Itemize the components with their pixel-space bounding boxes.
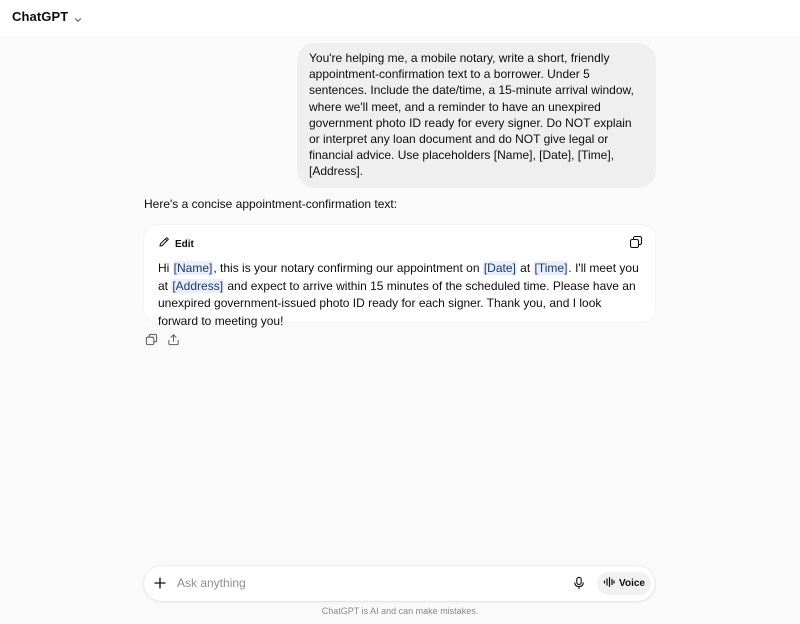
model-name: ChatGPT	[12, 9, 69, 24]
placeholder-name: [Name]	[173, 261, 213, 275]
microphone-icon[interactable]	[572, 576, 586, 590]
draft-text-segment: . I'll meet you at	[158, 261, 639, 293]
voice-label: Voice	[619, 578, 645, 589]
edit-label: Edit	[175, 238, 194, 250]
placeholder-time: [Time]	[534, 261, 568, 275]
draft-text-segment: and expect to arrive within 15 minutes of the scheduled time. Please have an unexpired government-issued photo ID ready for each signer. Thank you, and I look forward to meeting you!	[158, 278, 636, 328]
voice-waveform-icon	[603, 575, 615, 593]
pencil-icon	[158, 235, 170, 253]
placeholder-date: [Date]	[483, 261, 516, 275]
chevron-down-icon	[73, 12, 83, 22]
draft-message-text	[158, 260, 643, 330]
draft-text-segment: Hi	[158, 261, 173, 275]
model-switcher[interactable]	[12, 9, 83, 24]
copy-icon[interactable]	[144, 332, 158, 346]
message-actions	[144, 332, 180, 346]
prompt-input[interactable]	[177, 575, 557, 591]
assistant-intro: Here's a concise appointment-confirmation text:	[144, 197, 398, 211]
share-icon[interactable]	[166, 332, 180, 346]
draft-card	[144, 225, 655, 328]
voice-button[interactable]	[597, 572, 651, 595]
draft-text-segment: , this is your notary confirming our appointment on	[213, 261, 483, 275]
edit-button[interactable]	[158, 235, 194, 253]
copy-icon[interactable]	[629, 235, 643, 249]
user-message: You're helping me, a mobile notary, write a short, friendly appointment-confirmation text to a borrower. Under 5 sentences. Include the date/time, a 15-minute arrival window, where we'll meet, and a reminder to have an unexpired government photo ID ready for every signer. Do NOT explain or interpret any loan document and do NOT give legal or financial advice. Use placeholders [Name], [Date], [Time], [Address].	[297, 43, 656, 188]
placeholder-address: [Address]	[172, 278, 224, 293]
draft-text-segment: at	[516, 261, 534, 275]
disclaimer: ChatGPT is AI and can make mistakes.	[321, 606, 479, 616]
top-bar	[0, 0, 800, 36]
plus-icon[interactable]	[153, 576, 167, 590]
composer	[144, 566, 655, 601]
